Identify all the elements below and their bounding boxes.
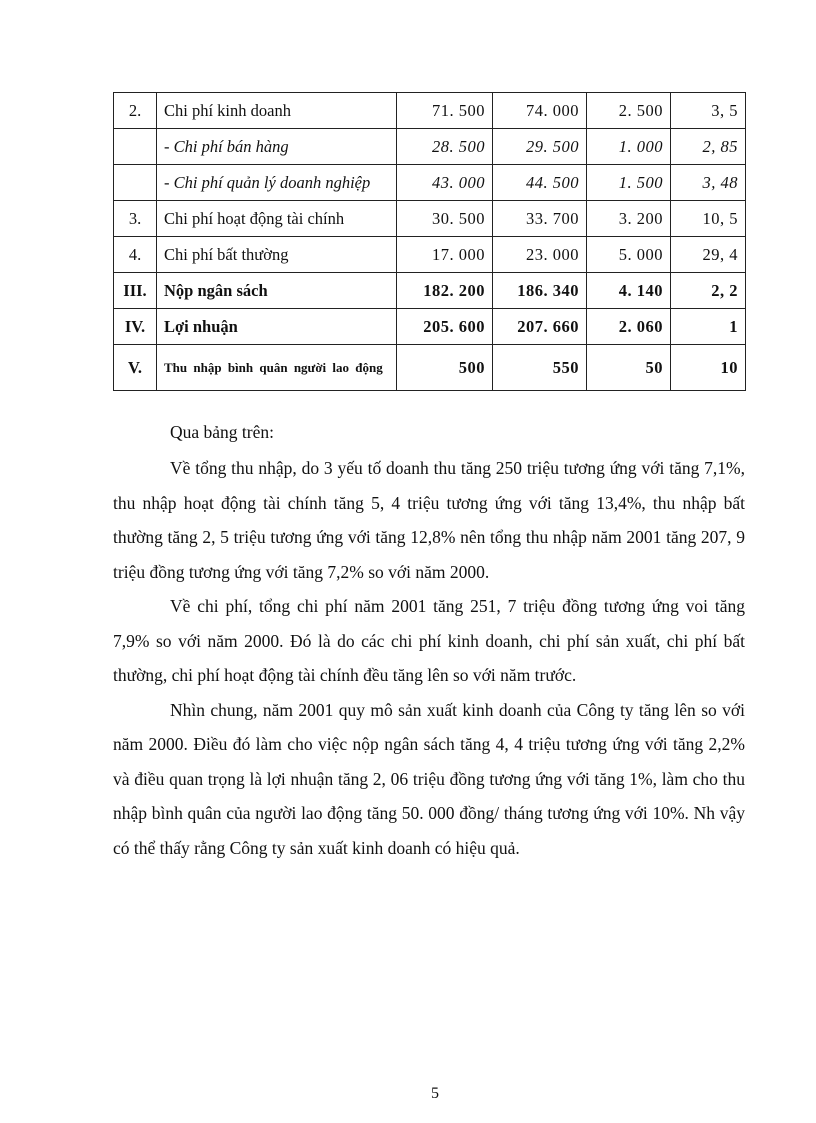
difference-cell: 1. 000 — [587, 129, 671, 165]
analysis-text — [113, 413, 745, 865]
row-index-cell: 2. — [114, 93, 157, 129]
table-row — [114, 273, 746, 309]
difference-cell: 2. 060 — [587, 309, 671, 345]
table-row — [114, 165, 746, 201]
value-2000-cell: 30. 500 — [397, 201, 493, 237]
paragraph-income: Về tổng thu nhập, do 3 yếu tố doanh thu tăng 250 triệu tương ứng với tăng 7,1%, thu nhập hoạt động tài chính tăng 5, 4 triệu tương ứng với tăng 13,4%, thu nhập bất thường tăng 2, 5 triệu tương ứng với tăng 12,8% nên tổng thu nhập năm 2001 tăng 207, 9 triệu đồng tương ứng với tăng 7,2% so với năm 2000. — [113, 458, 745, 582]
difference-cell: 2. 500 — [587, 93, 671, 129]
value-2001-cell: 23. 000 — [493, 237, 587, 273]
row-label-cell: - Chi phí bán hàng — [157, 129, 397, 165]
row-index-cell: 3. — [114, 201, 157, 237]
row-label-cell: Chi phí kinh doanh — [157, 93, 397, 129]
percent-cell: 10, 5 — [671, 201, 746, 237]
table-row — [114, 237, 746, 273]
table-row — [114, 345, 746, 391]
row-label-cell: Chi phí bất thường — [157, 237, 397, 273]
row-index-cell — [114, 165, 157, 201]
row-label-cell: Lợi nhuận — [157, 309, 397, 345]
value-2000-cell: 71. 500 — [397, 93, 493, 129]
percent-cell: 29, 4 — [671, 237, 746, 273]
difference-cell: 4. 140 — [587, 273, 671, 309]
value-2001-cell: 44. 500 — [493, 165, 587, 201]
row-label-cell: Thu nhập bình quân người lao động — [157, 345, 397, 391]
table-row — [114, 129, 746, 165]
paragraph-costs: Về chi phí, tổng chi phí năm 2001 tăng 251, 7 triệu đồng tương ứng voi tăng 7,9% so với năm 2000. Đó là do các chi phí kinh doanh, chi phí sản xuất, chi phí bất thường, chi phí hoạt động tài chính đều tăng lên so với năm trước. — [113, 596, 745, 685]
row-index-cell: V. — [114, 345, 157, 391]
value-2000-cell: 500 — [397, 345, 493, 391]
financial-table — [113, 92, 746, 391]
paragraph-summary: Nhìn chung, năm 2001 quy mô sản xuất kinh doanh của Công ty tăng lên so với năm 2000. Điều đó làm cho việc nộp ngân sách tăng 4, 4 triệu tương ứng với tăng 2,2% và điều quan trọng là lợi nhuận tăng 2, 06 triệu đồng tương ứng với tăng 1%, làm cho thu nhập bình quân của người lao động tăng 50. 000 đồng/ tháng tương ứng với 10%. Nh vậy có thể thấy rằng Công ty sản xuất kinh doanh có hiệu quả. — [113, 699, 745, 858]
percent-cell: 3, 5 — [671, 93, 746, 129]
row-index-cell: III. — [114, 273, 157, 309]
difference-cell: 3. 200 — [587, 201, 671, 237]
value-2000-cell: 28. 500 — [397, 129, 493, 165]
table-row — [114, 201, 746, 237]
page-number: 5 — [431, 1085, 439, 1102]
percent-cell: 2, 85 — [671, 129, 746, 165]
table-row — [114, 309, 746, 345]
value-2000-cell: 182. 200 — [397, 273, 493, 309]
table-row — [114, 93, 746, 129]
row-index-cell — [114, 129, 157, 165]
value-2001-cell: 207. 660 — [493, 309, 587, 345]
value-2000-cell: 17. 000 — [397, 237, 493, 273]
row-label-cell: Chi phí hoạt động tài chính — [157, 201, 397, 237]
value-2001-cell: 74. 000 — [493, 93, 587, 129]
value-2000-cell: 205. 600 — [397, 309, 493, 345]
percent-cell: 2, 2 — [671, 273, 746, 309]
percent-cell: 3, 48 — [671, 165, 746, 201]
difference-cell: 1. 500 — [587, 165, 671, 201]
percent-cell: 10 — [671, 345, 746, 391]
value-2001-cell: 29. 500 — [493, 129, 587, 165]
percent-cell: 1 — [671, 309, 746, 345]
value-2001-cell: 33. 700 — [493, 201, 587, 237]
value-2000-cell: 43. 000 — [397, 165, 493, 201]
row-label-cell: - Chi phí quản lý doanh nghiệp — [157, 165, 397, 201]
row-index-cell: IV. — [114, 309, 157, 345]
value-2001-cell: 186. 340 — [493, 273, 587, 309]
row-index-cell: 4. — [114, 237, 157, 273]
intro-line: Qua bảng trên: — [170, 422, 274, 442]
value-2001-cell: 550 — [493, 345, 587, 391]
table-body — [114, 93, 746, 391]
difference-cell: 50 — [587, 345, 671, 391]
difference-cell: 5. 000 — [587, 237, 671, 273]
row-label-cell: Nộp ngân sách — [157, 273, 397, 309]
